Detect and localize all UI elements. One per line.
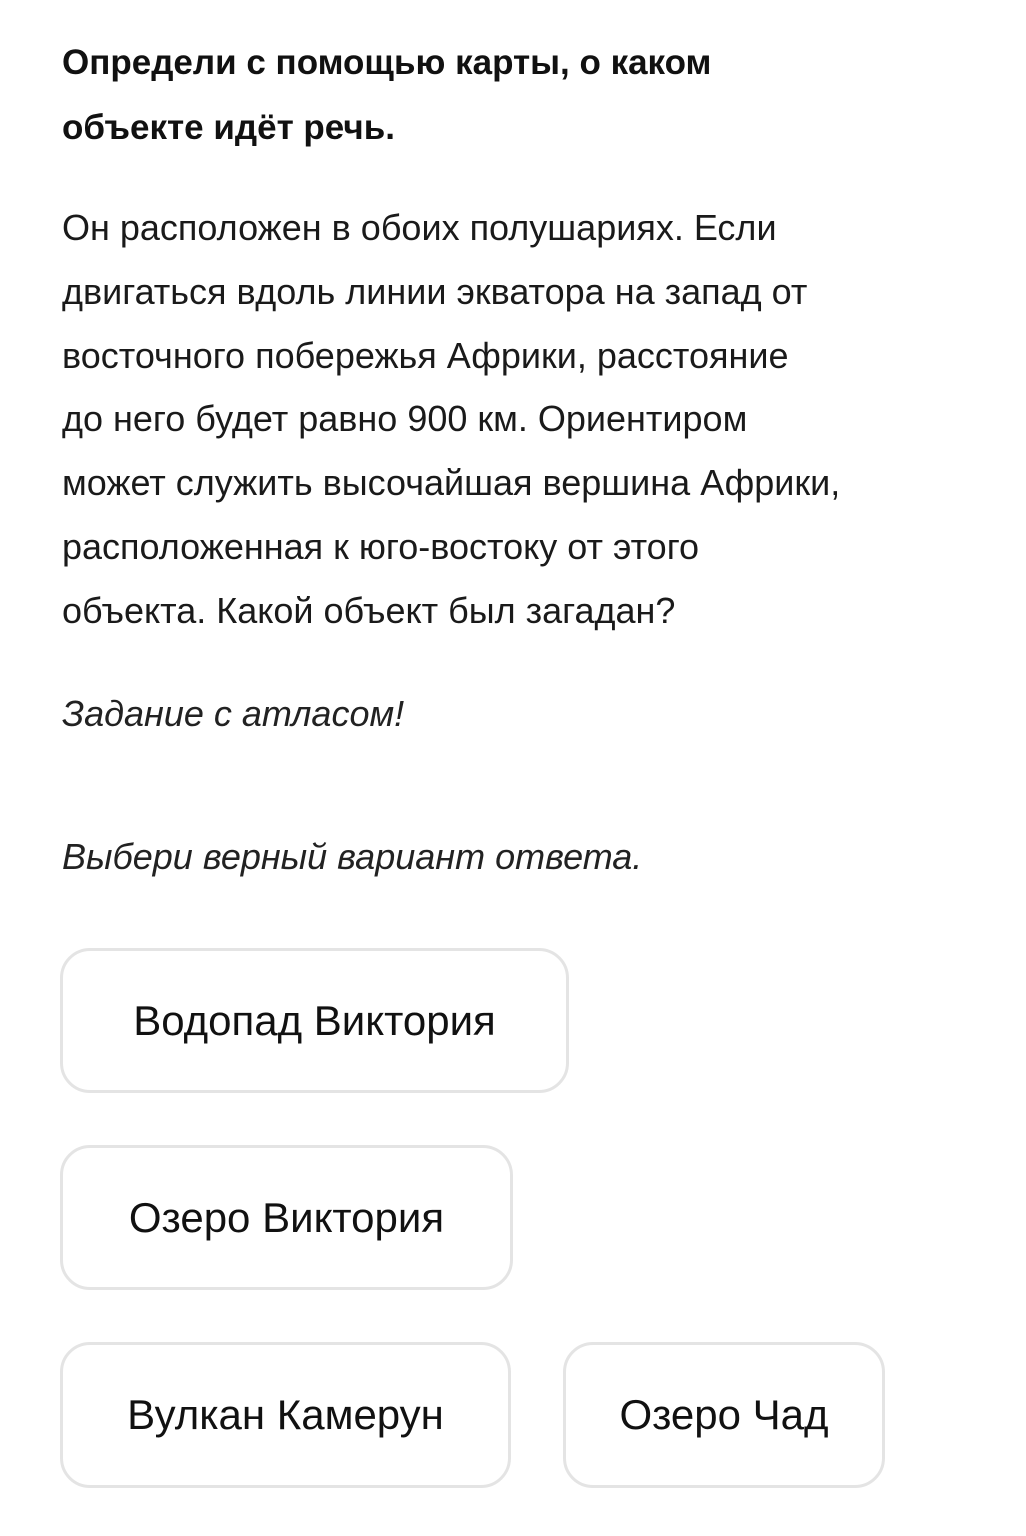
question-line: восточного побережья Африки, расстояние: [62, 334, 789, 376]
answer-option-lake-victoria[interactable]: Озеро Виктория: [60, 1145, 513, 1290]
answer-option-waterfall-victoria[interactable]: Водопад Виктория: [60, 948, 569, 1093]
question-line: расположенная к юго-востоку от этого: [62, 525, 700, 567]
question-line: может служить высочайшая вершина Африки,: [62, 462, 841, 504]
answer-option-cameroon-volcano[interactable]: Вулкан Камерун: [60, 1342, 511, 1488]
question-line: Он расположен в обоих полушариях. Если: [62, 207, 777, 248]
question-line: до него будет равно 900 км. Ориентиром: [62, 398, 748, 440]
task-title-line: Определи с помощью карты, о каком: [62, 43, 712, 82]
task-title-line: объекте идёт речь.: [62, 108, 395, 147]
question-text: [62, 196, 840, 643]
answer-option-lake-chad[interactable]: Озеро Чад: [563, 1342, 885, 1488]
atlas-note: Задание с атласом!: [62, 693, 405, 734]
question-line: объекта. Какой объект был загадан?: [62, 589, 676, 631]
question-line: двигаться вдоль линии экватора на запад от: [62, 270, 808, 312]
instruction-text: Выбери верный вариант ответа.: [62, 836, 643, 877]
task-title: [62, 30, 982, 160]
